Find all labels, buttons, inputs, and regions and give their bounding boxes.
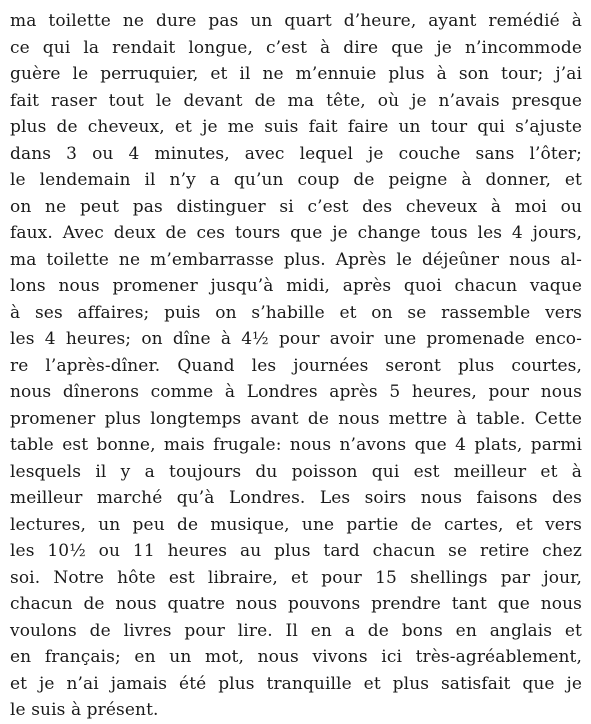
text-line-16: promener plus longtemps avant de nous mettre à table. Cette [10,408,582,429]
text-line-11: lons nous promener jusqu’à midi, après quoi chacun vaque [10,276,582,296]
text-line-15: nous dînerons comme à Londres après 5 heures, pour nous [10,382,582,402]
text-line-6: dans 3 ou 4 minutes, avec lequel je couche sans l’ôter; [10,143,582,164]
text-line-13: les 4 heures; on dîne à 4½ pour avoir une promenade enco- [10,329,582,349]
text-line-12: à ses affaires; puis on s’habille et on se rassemble vers [10,302,582,323]
text-line-5: plus de cheveux, et je me suis fait faire un tour qui s’ajuste [10,117,582,137]
text-line-7: le lendemain il n’y a qu’un coup de peigne à donner, et [10,170,582,190]
text-line-24: voulons de livres pour lire. Il en a de bons en anglais et [10,620,582,641]
text-line-26: et je n’ai jamais été plus tranquille et plus satisfait que je [10,673,582,694]
text-line-21: les 10½ ou 11 heures au plus tard chacun se retire chez [10,541,582,561]
text-line-9: faux. Avec deux de ces tours que je change tous les 4 jours, [10,223,582,243]
text-line-14: re l’après-dîner. Quand les journées seront plus courtes, [10,355,582,376]
text-line-22: soi. Notre hôte est libraire, et pour 15 shellings par jour, [10,567,582,588]
text-line-8: on ne peut pas distinguer si c’est des cheveux à moi ou [10,196,582,217]
text-line-18: lesquels il y a toujours du poisson qui est meilleur et à [10,461,582,482]
text-line-19: meilleur marché qu’à Londres. Les soirs nous faisons des [10,488,582,508]
text-line-4: fait raser tout le devant de ma tête, où je n’avais presque [10,90,582,111]
text-line-10: ma toilette ne m’embarrasse plus. Après le déjeûner nous al- [10,249,582,270]
text-line-27: le suis à présent. [10,700,159,720]
text-line-2: ce qui la rendait longue, c’est à dire que je n’incommode [10,37,582,58]
text-line-25: en français; en un mot, nous vivons ici très-agréablement, [10,647,582,667]
text-line-20: lectures, un peu de musique, une partie de cartes, et vers [10,514,582,535]
document-page [10,8,582,720]
text-line-17: table est bonne, mais frugale: nous n’avons que 4 plats, parmi [10,435,582,455]
text-line-23: chacun de nous quatre nous pouvons prendre tant que nous [10,594,582,614]
text-line-1: ma toilette ne dure pas un quart d’heure, ayant remédié à [10,11,582,31]
text-line-3: guère le perruquier, et il ne m’ennuie plus à son tour; j’ai [10,64,582,84]
body-text [10,8,582,724]
